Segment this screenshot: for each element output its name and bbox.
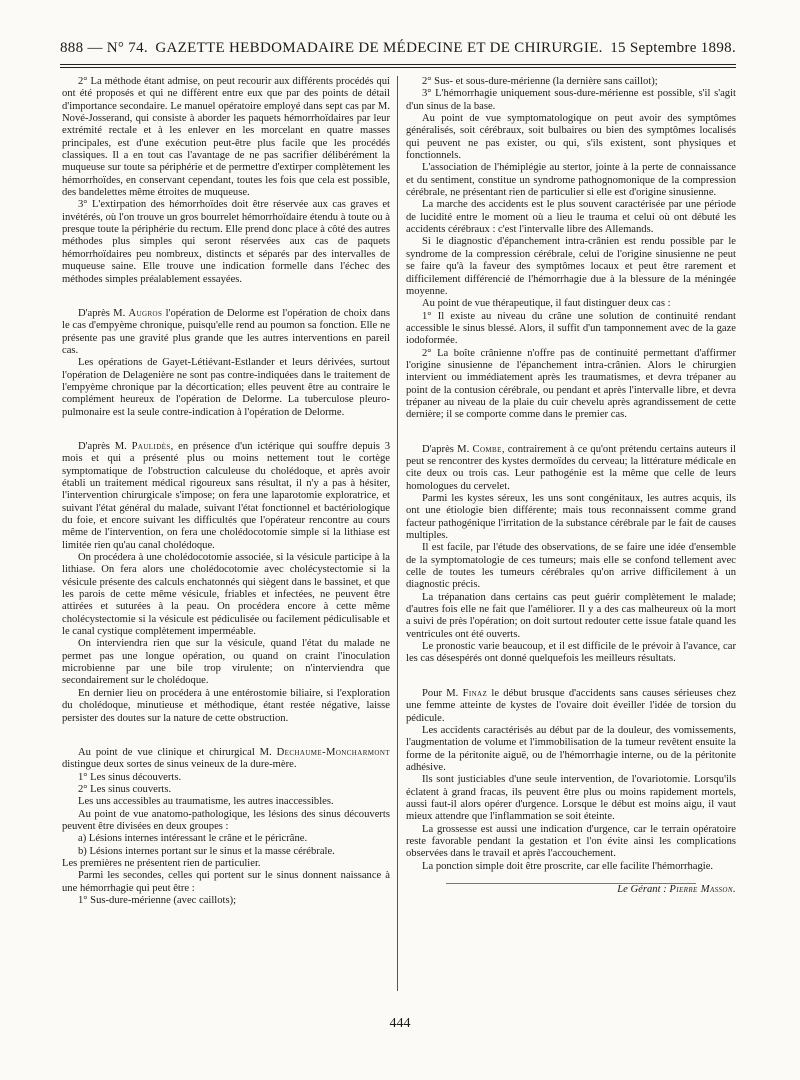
paragraph: Au point de vue symptomatologique on peut avoir des symptômes généralisés, soit cérébraux, soit bulbaires ou bien des symptômes localisés qui peuvent ne pas exister, ou qui, s'ils existent, sont physiques et fonctionnels.: [406, 113, 736, 162]
signature: [406, 884, 736, 896]
list-item: b) Lésions internes portant sur le sinus et la masse cérébrale.: [78, 845, 335, 857]
paragraph: La trépanation dans certains cas peut guérir complètement le malade; d'autres fois elle ne fait que l'améliorer. Il y a des cas malheureux où la mort a suivi de près l'opération; on doit surtout redouter cette issue fatale quand les ventricules ont été ouverts.: [406, 591, 736, 640]
paragraph-finaz: [406, 688, 736, 725]
running-header: [60, 40, 736, 60]
paragraph: Parmi les kystes séreux, les uns sont congénitaux, les autres acquis, ils ont une étiologie bien différente; mais tous reconnaissent comme grand facteur pathogénique l'irritation de la substance cérébrale par le fait de causes multiples.: [406, 493, 736, 542]
journal-title: GAZETTE HEBDOMADAIRE DE MÉDECINE ET DE CHIRURGIE.: [155, 40, 603, 56]
paragraph: La grossesse est aussi une indication d'urgence, car le terrain opératoire reste favorable pendant la gestation et l'on évite ainsi les complications observées dans le travail et après l'accouchement.: [406, 823, 736, 860]
list-item: 2° Les sinus couverts.: [78, 783, 172, 795]
signature-name: Pierre Masson.: [669, 883, 736, 895]
list-item: 1° Sus-dure-mérienne (avec caillots);: [78, 894, 237, 906]
body-text: , contrairement à ce qu'ont prétendu certains auteurs il peut se rencontrer des kystes dermoïdes du cerveau; la littérature médicale en cite deux ou trois cas. Leur pathogénie est la même que celle de leurs homologues du cervelet.: [406, 443, 736, 492]
page-number: 444: [389, 1016, 411, 1031]
lead-text: D'après M.: [78, 307, 129, 319]
paragraph: Les opérations de Gayet-Létiévant-Estlander et leurs dérivées, surtout l'opération de Delagenière ne sont pas contre-indiquées dans le traitement de l'empyème chronique par la décortication; elles peuvent être au contraire le complément heureux de l'opération de Delorme. La tuberculose pleuro-pulmonaire est la seule contre-indication à l'opération de Delorme.: [62, 357, 390, 418]
author-name: Combe: [472, 443, 502, 455]
signature-role: Le Gérant :: [617, 883, 670, 895]
paragraph: 2° La méthode étant admise, on peut recourir aux différents procédés qui ont été proposés et qui ne diffèrent entre eux que par des points de détail d'importance secondaire. Le manuel opératoire employé dans sept cas par M. Nové-Josserand, qui consiste à aborder les paquets hémorrhoïdaires par leur extrémité rectale et à les enlever en les morcelant en quatre masses principales, est d'une exécution peut-être plus facile que les procédés classiques. Il a en tout cas l'avantage de ne pas sacrifier délibérément la muqueuse sur toute sa périphérie et de permettre d'extirper complètement les hémorrhoïdes, en conservant cependant, toutes les fois que cela est possible, des bandelettes même étroites de muqueuse.: [62, 76, 390, 199]
lead-text: Au point de vue clinique et chirurgical M.: [78, 746, 277, 758]
list-item: 2° La boîte crânienne n'offre pas de continuité permettant d'affirmer l'origine sinusienne de l'épanchement intra-crânien. Alors le chirurgien intervient ou immédiatement après les traumatismes, et devra trépaner au point de la contusion cérébrale, ou pendant et après l'intervalle libre, et devra trépaner au niveau de la plaie du cuir chevelu après agrandissement de cette dernière; il se comporte comme dans le premier cas.: [406, 347, 736, 421]
paragraph: Au point de vue thérapeutique, il faut distinguer deux cas :: [422, 298, 671, 310]
paragraph: Le pronostic varie beaucoup, et il est difficile de le prévoir à l'avance, car les cas désespérés ont donné quelquefois les meilleurs résultats.: [406, 641, 736, 665]
paragraph: En dernier lieu on procédera à une entérostomie biliaire, si l'exploration du cholédoque, minutieuse et méthodique, étant restée négative, laisse persister des doutes sur la nature de cette obstruction.: [62, 687, 390, 724]
list-item: 2° Sus- et sous-dure-mérienne (la dernière sans caillot);: [422, 76, 658, 87]
paragraph-augros: [62, 308, 390, 357]
right-column: [406, 76, 736, 896]
author-name: Finaz: [462, 687, 488, 699]
paragraph-dechaume: [62, 747, 390, 772]
paragraph: La ponction simple doit être proscrite, car elle facilite l'hémorrhagie.: [422, 860, 714, 872]
body-text: le début brusque d'accidents sans causes sérieuses chez une femme atteinte de kystes de l'ovaire doit éveiller l'idée de torsion du pédicule.: [406, 687, 736, 724]
paragraph: Si le diagnostic d'épanchement intra-crânien est rendu possible par le syndrome de la compression cérébrale, celui de l'origine sinusienne ne peut se faire qu'à la faveur des symptômes locaux et peut être rarement et difficilement différencié de l'hémorrhagie due à la blessure de la méningée moyenne.: [406, 236, 736, 297]
paragraph: Les accidents caractérisés au début par de la douleur, des vomissements, l'augmentation de volume et l'immobilisation de la tumeur revêtent ensuite la forme de la péritonite aiguë, ou de l'hémorrhagie interne, ou de la péritonite adhésive.: [406, 724, 736, 773]
paragraph: On interviendra rien que sur la vésicule, quand l'état du malade ne permet pas une longue opération, ou quand on craint l'inoculation microbienne par une bile trop virulente; on n'interviendra que secondairement sur le cholédoque.: [62, 638, 390, 687]
author-name: Augros: [128, 307, 163, 319]
paragraph-paulides: [62, 441, 390, 552]
left-column: [62, 76, 390, 907]
list-item: a) Lésions internes intéressant le crâne et le péricrâne.: [78, 833, 308, 845]
body-text: l'opération de Delorme est l'opération de choix dans le cas d'empyème chronique, puisqu'elle rend au poumon sa fonction. Elle ne présente pas une gravité plus grande que les autres interventions en pareil cas.: [62, 307, 390, 356]
author-name: Dechaume-Moncharmont: [276, 746, 390, 758]
author-name: Paulidès: [131, 440, 171, 452]
column-divider: [397, 76, 398, 991]
paragraph: On procédera à une cholédocotomie associée, si la vésicule participe à la lithiase. On fera alors une cholédocotomie avec cholécystectomie si la vésicule présente des calculs enchatonnés qui siègent dans le bassinet, et que les parois de cette même vésicule, friables et infectées, ne peuvent être attirées et suturées à la peau. On procédera encore à cette même cholécystectomie si la vésicule est pédiculisée ou facilement pédiculisable et le canal cystique complètement imperméable.: [62, 552, 390, 638]
list-item: 3° L'hémorrhagie uniquement sous-dure-mérienne est possible, s'il s'agit d'un sinus de la base.: [406, 88, 736, 112]
paragraph-combe: [406, 444, 736, 493]
body-text: distingue deux sortes de sinus veineux de la dure-mère.: [62, 759, 297, 771]
header-rule: [60, 64, 736, 68]
lead-text: D'après M.: [78, 440, 132, 452]
list-item: 1° Il existe au niveau du crâne une solution de continuité rendant accessible le sinus blessé. Alors, il suffit d'un tamponnement avec de la gaze iodoformée.: [406, 310, 736, 347]
paragraph: Parmi les secondes, celles qui portent sur le sinus donnent naissance à une hémorrhagie qui peut être :: [62, 870, 390, 894]
paragraph: La marche des accidents est le plus souvent caractérisée par une période de lucidité entre le moment où a lieu le trauma et celui où ont débuté les accidents cérébraux : c'est l'intervalle libre des Allemands.: [406, 199, 736, 236]
page-label: 888 — N° 74.: [60, 40, 148, 56]
body-text: , en présence d'un ictérique qui souffre depuis 3 mois et qui a présenté plus ou moins nettement tout le cortège symptomatique de l'obstruction calculeuse du cholédoque, et après avoir établi un traitement médical rigoureux sans résultat, il n'y a pas à hésiter, l'intervention chirurgicale s'impose; on fera une laparotomie exploratrice, et suivant l'état général du malade, suivant l'état fonctionnel et bactériologique du foie, et encore suivant les difficultés que l'opérateur rencontre au cours même de l'intervention, on fera une cholédocotomie simple si la lithiase est limitée rien qu'au canal cholédoque.: [62, 440, 391, 551]
issue-date: 15 Septembre 1898.: [610, 40, 736, 56]
paragraph: Au point de vue anatomo-pathologique, les lésions des sinus découverts peuvent être divisées en deux groupes :: [62, 808, 390, 832]
paragraph: Ils sont justiciables d'une seule intervention, de l'ovariotomie. Lorsqu'ils éclatent à grand fracas, ils peuvent être plus ou moins rapidement mortels, aussi faut-il alors opérer d'urgence. Lorsque le début est moins aigu, il vaut mieux attendre que l'inflammation se soit éteinte.: [406, 774, 736, 823]
lead-text: Pour M.: [422, 687, 463, 699]
lead-text: D'après M.: [422, 443, 473, 455]
paragraph: Il est facile, par l'étude des observations, de se faire une idée d'ensemble de la symptomatologie de ces tumeurs; mais elle se confond tellement avec celle de toutes les tumeurs cérébrales qu'on arrive difficilement à un diagnostic précis.: [406, 542, 736, 591]
paragraph: 3° L'extirpation des hémorrhoïdes doit être réservée aux cas graves et invétérés, où l'on trouve un gros bourrelet hémorrhoïdaire étendu à toute ou à presque toute la périphérie du rectum. Elle prend donc place à côté des autres méthodes plus simples qui seront réservées aux cas de paquets hémorrhoïdaires peu nombreux, distincts et séparés par des intervalles de muqueuse saine. Elle trouve une indication formelle dans l'échec des méthodes simples préalablement essayées.: [62, 199, 390, 285]
paragraph: Les uns accessibles au traumatisme, les autres inaccessibles.: [78, 796, 334, 808]
paragraph: L'association de l'hémiplégie au stertor, jointe à la perte de connaissance et du sentiment, constitue un syndrome pathognomonique de la compression cérébrale, ne présentant rien de particulier si elle est d'origine sinusienne.: [406, 162, 736, 199]
paragraph: Les premières ne présentent rien de particulier.: [62, 857, 261, 869]
list-item: 1° Les sinus découverts.: [78, 771, 182, 783]
